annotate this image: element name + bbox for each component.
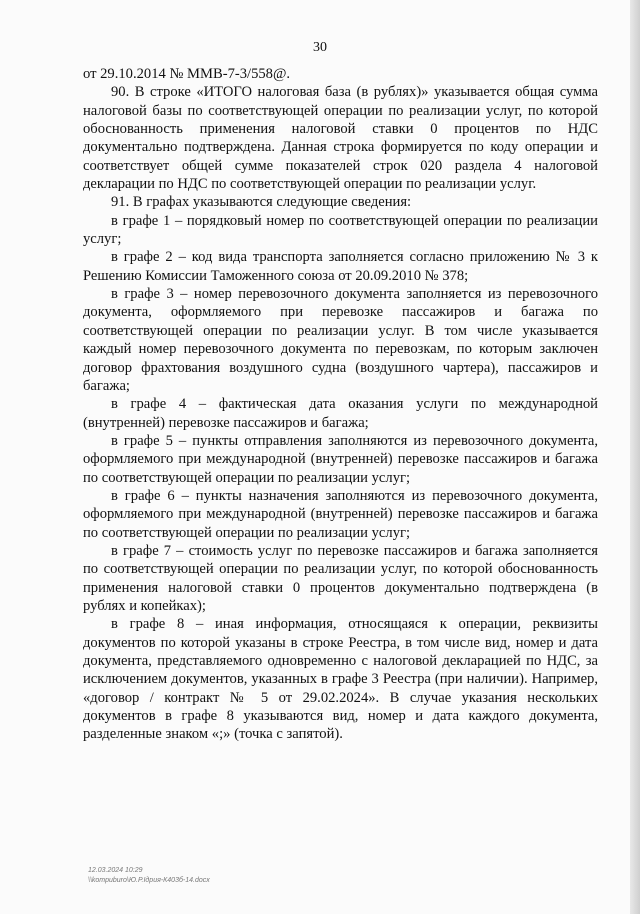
- paragraph-column-6: в графе 6 – пункты назначения заполняются из перевозочного документа, оформляемого при международной (внутренней) перевозке пассажиров и багажа по соответствующей операции по реализации услуг;: [83, 487, 598, 541]
- paragraph-column-3: в графе 3 – номер перевозочного документа заполняется из перевозочного документа, оформляемого при перевозке пассажиров и багажа по соответствующей операции по реализации услуг. В том числе указывается каждый номер перевозочного документа по перевозкам, по которым заключен договор фрахтования воздушного судна (воздушного чартера), пассажиров и багажа;: [83, 286, 598, 394]
- paragraph-column-4: в графе 4 – фактическая дата оказания услуги по международной (внутренней) перевозке пассажиров и багажа;: [83, 396, 598, 431]
- paragraph-91: 91. В графах указываются следующие сведения:: [111, 194, 412, 211]
- paragraph-column-8: в графе 8 – иная информация, относящаяся к операции, реквизиты документов по которой указаны в строке Реестра, в том числе вид, номер и дата документа, представляемого одновременно с налоговой декларацией по НДС, за исключением документов, указанных в графе 3 Реестра (при наличии). Например, «договор / контракт № 5 от 29.02.2024». В случае указания нескольких документов в графе 8 указываются вид, номер и дата каждого документа, разделенные знаком «;» (точка с запятой).: [83, 616, 598, 743]
- footer-file-path: \\kompuburo\Ю.Р.Ідрия-К403б-14.docx: [88, 877, 210, 884]
- document-footer: [88, 866, 210, 886]
- page-number: 30: [313, 40, 327, 55]
- document-body: [83, 65, 598, 744]
- footer-timestamp: 12.03.2024 10:29: [88, 867, 143, 874]
- paragraph-column-1: в графе 1 – порядковый номер по соответствующей операции по реализации услуг;: [83, 212, 598, 248]
- paragraph-column-7: в графе 7 – стоимость услуг по перевозке пассажиров и багажа заполняется по соответствующей операции по реализации услуг, по которой обоснованность применения налоговой ставки 0 процентов документально подтверждена (в рублях и копейках);: [83, 542, 598, 614]
- page-edge-shadow: [630, 0, 640, 914]
- paragraph-90: 90. В строке «ИТОГО налоговая база (в рублях)» указывается общая сумма налоговой базы по соответствующей операции по реализации услуг, по которой обоснованность применения налоговой ставки 0 процентов по НДС документально подтверждена. Данная строка формируется по коду операции и соответствует общей сумме показателей строк 020 раздела 4 налоговой декларации по НДС по соответствующей операции по реализации услуг.: [83, 84, 598, 193]
- paragraph-continuation: от 29.10.2014 № ММВ-7-3/558@.: [83, 66, 291, 82]
- paragraph-column-5: в графе 5 – пункты отправления заполняются из перевозочного документа, оформляемого при международной (внутренней) перевозке пассажиров и багажа по соответствующей операции по реализации услуг;: [83, 432, 598, 486]
- paragraph-column-2: в графе 2 – код вида транспорта заполняется согласно приложению № 3 к Решению Комиссии Таможенного союза от 20.09.2010 № 378;: [83, 249, 598, 284]
